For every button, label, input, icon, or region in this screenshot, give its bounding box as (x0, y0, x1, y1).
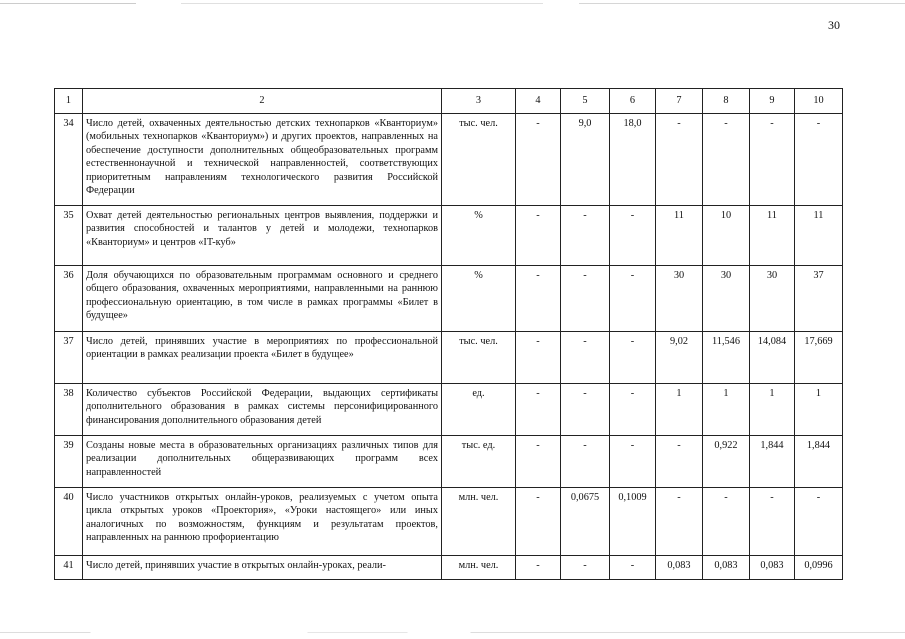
row-value-col-9: - (750, 488, 795, 556)
row-value-col-6: 0,1009 (610, 488, 656, 556)
header-cell: 6 (610, 89, 656, 114)
row-value-col-6: - (610, 384, 656, 436)
row-value-col-7: - (656, 436, 703, 488)
top-scan-edge (0, 3, 905, 4)
row-description: Количество субъектов Российской Федерации, выдающих сертификаты дополнительного образования в рамках системы персонифицированного финансирования дополнительного образования детей (83, 384, 442, 436)
row-unit: тыс. чел. (442, 114, 516, 206)
table-row (55, 488, 843, 556)
row-value-col-9: - (750, 114, 795, 206)
row-value-col-8: 0,083 (703, 556, 750, 580)
indicators-table (54, 88, 843, 580)
row-description: Созданы новые места в образовательных организациях различных типов для реализации дополнительных общеразвивающих программ всех направленностей (83, 436, 442, 488)
row-value-col-10: 11 (795, 206, 843, 266)
row-value-col-4: - (516, 266, 561, 332)
row-description: Охват детей деятельностью региональных центров выявления, поддержки и развития способностей и талантов у детей и молодежи, технопарков «Кванториум» и центров «IT-куб» (83, 206, 442, 266)
row-value-col-7: 30 (656, 266, 703, 332)
row-value-col-5: - (561, 436, 610, 488)
bottom-scan-edge (0, 632, 905, 633)
row-value-col-5: - (561, 384, 610, 436)
row-description: Число детей, охваченных деятельностью детских технопарков «Кванториум» (мобильных технопарков «Кванториум») и других проектов, направленных на обеспечение доступности дополнительных общеобразовательных программ естественнонаучной и технической направленностей, соответствующих приоритетным направлениям технологического развития Российской Федерации (83, 114, 442, 206)
row-value-col-8: - (703, 488, 750, 556)
row-value-col-5: - (561, 266, 610, 332)
row-unit: ед. (442, 384, 516, 436)
row-number: 35 (55, 206, 83, 266)
row-value-col-8: - (703, 114, 750, 206)
page-number: 30 (828, 18, 840, 32)
row-value-col-8: 10 (703, 206, 750, 266)
row-value-col-6: - (610, 266, 656, 332)
row-number: 40 (55, 488, 83, 556)
row-value-col-9: 1 (750, 384, 795, 436)
row-value-col-5: - (561, 332, 610, 384)
row-value-col-7: - (656, 488, 703, 556)
table-header-row (55, 89, 843, 114)
row-unit: млн. чел. (442, 488, 516, 556)
row-value-col-8: 0,922 (703, 436, 750, 488)
row-value-col-10: 37 (795, 266, 843, 332)
header-cell: 2 (83, 89, 442, 114)
row-value-col-7: - (656, 114, 703, 206)
row-value-col-4: - (516, 436, 561, 488)
row-value-col-5: 9,0 (561, 114, 610, 206)
row-value-col-10: 17,669 (795, 332, 843, 384)
row-number: 34 (55, 114, 83, 206)
row-value-col-6: - (610, 556, 656, 580)
row-description: Число детей, принявших участие в мероприятиях по профессиональной ориентации в рамках реализации проекта «Билет в будущее» (83, 332, 442, 384)
header-cell: 1 (55, 89, 83, 114)
row-number: 36 (55, 266, 83, 332)
row-value-col-4: - (516, 206, 561, 266)
row-value-col-9: 14,084 (750, 332, 795, 384)
row-value-col-5: - (561, 556, 610, 580)
header-cell: 8 (703, 89, 750, 114)
row-value-col-7: 11 (656, 206, 703, 266)
row-value-col-10: - (795, 114, 843, 206)
row-value-col-7: 0,083 (656, 556, 703, 580)
header-cell: 3 (442, 89, 516, 114)
row-value-col-6: - (610, 206, 656, 266)
row-number: 41 (55, 556, 83, 580)
row-value-col-9: 11 (750, 206, 795, 266)
row-value-col-9: 30 (750, 266, 795, 332)
table-row (55, 384, 843, 436)
row-unit: тыс. чел. (442, 332, 516, 384)
table-row (55, 266, 843, 332)
table-row (55, 436, 843, 488)
row-value-col-8: 1 (703, 384, 750, 436)
row-value-col-6: - (610, 436, 656, 488)
row-value-col-10: - (795, 488, 843, 556)
row-description: Число участников открытых онлайн-уроков, реализуемых с учетом опыта цикла открытых уроков «Проектория», «Уроки настоящего» или иных аналогичных по возможностям, функциям и результатам проектов, направленных на раннюю профориентацию (83, 488, 442, 556)
row-description: Число детей, принявших участие в открытых онлайн-уроках, реали- (83, 556, 442, 580)
row-value-col-8: 11,546 (703, 332, 750, 384)
row-value-col-6: - (610, 332, 656, 384)
row-value-col-4: - (516, 556, 561, 580)
row-value-col-5: - (561, 206, 610, 266)
header-cell: 5 (561, 89, 610, 114)
row-value-col-6: 18,0 (610, 114, 656, 206)
table-row (55, 114, 843, 206)
row-number: 38 (55, 384, 83, 436)
row-unit: тыс. ед. (442, 436, 516, 488)
row-value-col-4: - (516, 488, 561, 556)
row-value-col-4: - (516, 384, 561, 436)
row-value-col-9: 1,844 (750, 436, 795, 488)
header-cell: 9 (750, 89, 795, 114)
table-row (55, 332, 843, 384)
row-value-col-10: 0,0996 (795, 556, 843, 580)
row-number: 37 (55, 332, 83, 384)
row-unit: % (442, 206, 516, 266)
row-value-col-7: 1 (656, 384, 703, 436)
row-value-col-10: 1,844 (795, 436, 843, 488)
table-row (55, 206, 843, 266)
row-value-col-4: - (516, 332, 561, 384)
row-value-col-8: 30 (703, 266, 750, 332)
row-value-col-5: 0,0675 (561, 488, 610, 556)
table-row (55, 556, 843, 580)
header-cell: 10 (795, 89, 843, 114)
row-value-col-10: 1 (795, 384, 843, 436)
row-value-col-9: 0,083 (750, 556, 795, 580)
header-cell: 4 (516, 89, 561, 114)
header-cell: 7 (656, 89, 703, 114)
row-value-col-4: - (516, 114, 561, 206)
row-description: Доля обучающихся по образовательным программам основного и среднего общего образования, охваченных мероприятиями, направленными на раннюю профессиональную ориентацию, в том числе в рамках программы «Билет в будущее» (83, 266, 442, 332)
row-unit: % (442, 266, 516, 332)
row-number: 39 (55, 436, 83, 488)
row-unit: млн. чел. (442, 556, 516, 580)
row-value-col-7: 9,02 (656, 332, 703, 384)
